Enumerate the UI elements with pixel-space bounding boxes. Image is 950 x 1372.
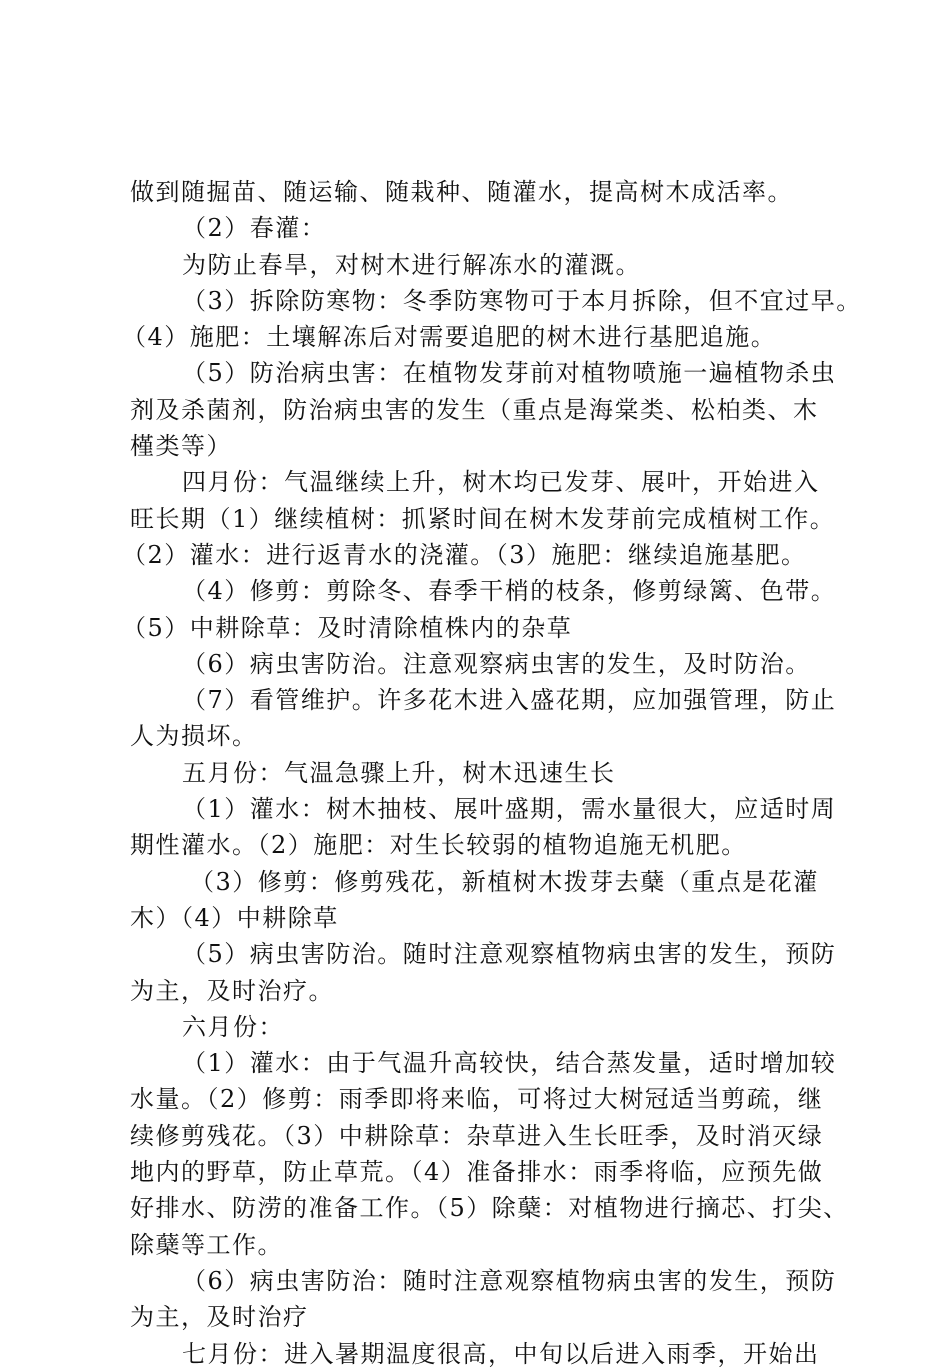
text-line: （1）灌水：树木抽枝、展叶盛期，需水量很大，应适时周 [182, 795, 837, 824]
text-line: 期性灌水。（2）施肥：对生长较弱的植物追施无机肥。 [130, 831, 747, 860]
text-line: 地内的野草，防止草荒。（4）准备排水：雨季将临，应预先做 [130, 1158, 824, 1187]
text-line: 四月份：气温继续上升，树木均已发芽、展叶，开始进入 [182, 468, 820, 497]
text-line: 好排水、防涝的准备工作。（5）除蘖：对植物进行摘芯、打尖、 [130, 1194, 849, 1223]
text-line: 为主，及时治疗。 [130, 976, 334, 1005]
text-line: （5）中耕除草：及时清除植株内的杂草 [122, 613, 573, 642]
text-line: 续修剪残花。（3）中耕除草：杂草进入生长旺季，及时消灭绿 [130, 1121, 824, 1150]
text-line: 人为损坏。 [130, 722, 258, 751]
text-line: 做到随掘苗、随运输、随栽种、随灌水，提高树木成活率。 [130, 178, 793, 206]
text-line: 六月份： [182, 1012, 284, 1041]
text-line: （3）拆除防寒物：冬季防寒物可于本月拆除，但不宜过早。 [182, 286, 862, 315]
text-line: 旺长期（1）继续植树：抓紧时间在树木发芽前完成植树工作。 [130, 504, 836, 533]
text-line: （5）病虫害防治。随时注意观察植物病虫害的发生，预防 [182, 940, 837, 969]
text-line: （1）灌水：由于气温升高较快，结合蒸发量，适时增加较 [182, 1049, 837, 1078]
document-body [122, 174, 862, 1372]
text-line: 水量。（2）修剪：雨季即将来临，可将过大树冠适当剪疏，继 [130, 1085, 824, 1114]
text-line: （6）病虫害防治：随时注意观察植物病虫害的发生，预防 [182, 1266, 837, 1295]
text-line: （5）防治病虫害：在植物发芽前对植物喷施一遍植物杀虫 [182, 359, 837, 388]
text-line: （4）修剪：剪除冬、春季干梢的枝条，修剪绿篱、色带。 [182, 577, 837, 606]
text-line: 槿类等） [130, 432, 232, 461]
text-line: 五月份：气温急骤上升，树木迅速生长 [182, 758, 616, 787]
text-line: （7）看管维护。许多花木进入盛花期，应加强管理，防止 [182, 686, 837, 715]
text-line: 剂及杀菌剂，防治病虫害的发生（重点是海棠类、松柏类、木 [130, 395, 819, 424]
text-line: （3）修剪：修剪残花，新植树木拨芽去蘖（重点是花灌 [190, 867, 819, 896]
text-line: 为主，及时治疗 [130, 1303, 309, 1332]
text-line: 为防止春旱，对树木进行解冻水的灌溉。 [182, 250, 641, 279]
text-line: 除蘖等工作。 [130, 1230, 283, 1259]
text-line: （6）病虫害防治。注意观察病虫害的发生，及时防治。 [182, 649, 811, 678]
text-line: （2）灌水：进行返青水的浇灌。（3）施肥：继续追施基肥。 [122, 540, 807, 569]
text-line: 木）（4）中耕除草 [130, 903, 339, 932]
text-line: （2）春灌： [182, 214, 327, 243]
text-line: （4）施肥：土壤解冻后对需要追肥的树木进行基肥追施。 [122, 323, 777, 352]
text-line: 七月份：进入暑期温度很高，中旬以后进入雨季，开始出 [182, 1339, 820, 1368]
